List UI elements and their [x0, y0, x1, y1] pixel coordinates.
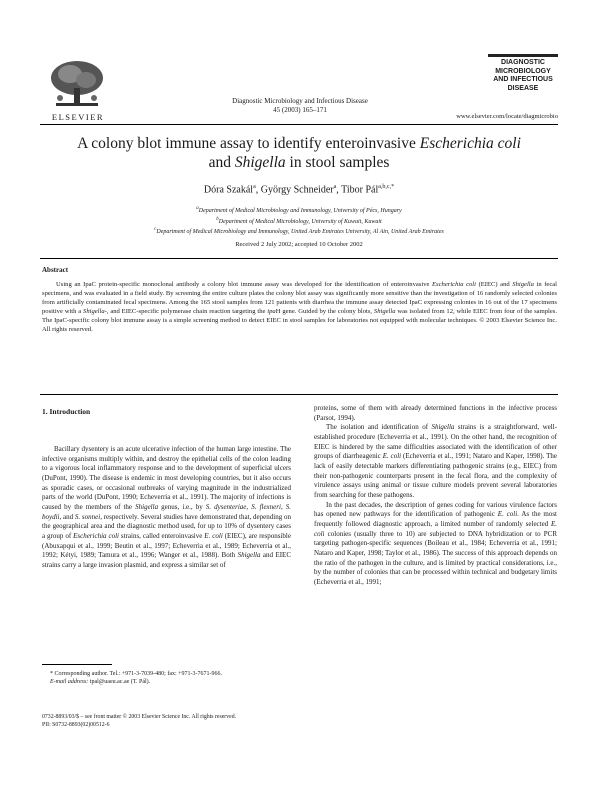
- cover-line: DIAGNOSTIC: [501, 59, 545, 66]
- abstract-divider: [40, 394, 558, 395]
- email-note: [42, 678, 292, 686]
- author-separator: ,: [255, 184, 261, 196]
- author-list: [40, 184, 558, 195]
- header-divider: [40, 124, 558, 125]
- abstract-heading: Abstract: [42, 266, 69, 274]
- email-address[interactable]: tpal@uaeu.ac.ae (T. Pál).: [88, 679, 151, 685]
- journal-website-link[interactable]: www.elsevier.com/locate/diagmicrobio: [456, 113, 558, 120]
- journal-volume: 45 (2003) 165–171: [273, 106, 327, 114]
- article-title: [40, 134, 558, 172]
- corresponding-author-note: * Corresponding author. Tel.: +971-3-7039-480; fax: +971-3-7671-966.: [50, 671, 223, 677]
- cover-line: AND INFECTIOUS: [493, 76, 553, 83]
- affiliation-mark: b: [216, 216, 219, 222]
- received-dates: Received 2 July 2002; accepted 10 October 2002: [235, 241, 363, 248]
- affiliation-text: Department of Medical Microbiology and Immunology, University of Pécs, Hungary: [198, 208, 402, 214]
- journal-citation: [150, 97, 450, 115]
- paragraph: Bacillary dysentery is an acute ulcerative infection of the human large intestine. The infective organisms multiply within, and destroy the epithelial cells of the colon leading to a vigorous local inflammatory response and to the development of superficial ulcers (DuPont, 1990). The disease is endemic in most developing countries, but it also occurs as sporadic cases, or occasional outbreaks of varying magnitude in the industrialized parts of the world (DuPont, 1990; Echeverria et al., 1991). The majority of infections is caused by the members of the Shigella genus, i.e., by S. dysenteriae, S. flexneri, S. boydii, and S. sonnei, respectively. Several studies have demonstrated that, depending on the geographical area and the diagnostic method used, for up to 10% of dysentery cases a group of Escherichia coli strains, called enteroinvasive E. coli (EIEC), are responsible (Abuxapqui et al., 1999; Beutin et al., 1997; Echeverria et al., 1989; Echeverria et al., 1992; Kétyi, 1989; Tamura et al., 1996; Wanger et al., 1988). Both Shigella and EIEC strains carry a large invasion plasmid, and express a similar set of: [42, 445, 292, 569]
- cover-line: MICROBIOLOGY: [495, 67, 551, 75]
- pii-line: PII: S0732-8893(02)00512-6: [42, 722, 110, 728]
- paragraph: In the past decades, the description of genes coding for various virulence factors has opened new pathways for the identification of pathogenic E. coli. As the most frequently followed diagnostic approach, a limited number of randomly selected E. coli colonies (usually three to 10) are subjected to DNA hybridization or to PCR targeting pathogen-specific sequences (Boileau et al., 1984; Echeverria et al., 1991; Nataro and Kaper, 1998; Taylor et al., 1986). The success of this approach depends on the ratio of the pathogen in the culture, and is limited by practical considerations, i.e., by the number of colonies that can be processed within technical and budgetary limits (Echeverria et al., 1991;: [314, 500, 558, 586]
- affiliation-mark: a: [196, 206, 199, 211]
- paragraph-continued: proteins, some of them with already determined functions in the infective process (Parsot, 1994).: [314, 404, 557, 422]
- title-text: and: [208, 154, 235, 171]
- title-text: A colony blot immune assay to identify enteroinvasive: [77, 135, 420, 152]
- affiliation: [40, 216, 558, 227]
- footnotes: [42, 670, 292, 686]
- affiliation-list: [40, 205, 558, 237]
- body-column-right: [314, 404, 557, 587]
- affiliation: [40, 205, 558, 216]
- paragraph: The isolation and identification of Shigella strains is a straightforward, well-established procedure (Echeverria et al., 1991). On the other hand, the recognition of EIEC is hindered by the same difficulties associated with the identification of other groups of diarrheagenic E. coli (Echeverria et al., 1991; Nataro and Kaper, 1998). The lack of easily detectable markers differentiating pathogenic strains (e.g., EIEC) from their non-pathogenic counterparts present in the fecal flora, and the complexity of virulence assays using animal or tissue culture models prevent several laboratories from searching for these pathogens.: [314, 423, 557, 499]
- title-italic: Shigella: [234, 154, 286, 171]
- cover-line: DISEASE: [507, 84, 539, 92]
- affiliation: [40, 226, 558, 237]
- publisher-name: ELSEVIER: [51, 112, 105, 122]
- title-italic: Escherichia coli: [419, 135, 521, 152]
- title-text: in stool samples: [285, 154, 390, 171]
- section-heading-introduction: 1. Introduction: [42, 407, 91, 416]
- abstract-text: Using an IpaC protein-specific monoclonal antibody a colony blot immune assay was developed for the identification of enteroinvasive Escherichia coli (EIEC) and Shigella in fecal specimens, and was evaluated in a field study. By screening the entire culture plates the colony blot assay was significantly more sensitive than the investigation of 16 randomly selected colonies from artificially contaminated fecal specimens. Among the 165 stool samples from 121 patients with diarrhea the immune assay detected IpaC expressing colonies in 16 out of the 17 specimens positive with a Shigella-, and EIEC-specific polymerase chain reaction targeting the ipaH gene. Guided by the colony blots, Shigella was isolated from 12, while EIEC from four of the samples. The IpaC-specific colony blot immune assay is a simple screening method to detect EIEC in stool samples for laboratories not equipped with molecular techniques. © 2003 Elsevier Science Inc. All rights reserved.: [42, 281, 558, 334]
- affiliation-mark: c: [154, 227, 157, 232]
- footnote-divider: [42, 664, 112, 665]
- author-affiliation-mark: a: [253, 184, 256, 190]
- elsevier-tree-logo: [40, 58, 114, 110]
- author-affiliation-mark: a,b,c,*: [378, 184, 395, 190]
- affiliation-text: Department of Medical Microbiology and Immunology, United Arab Emirates University, Al Ain, United Arab Emirates: [156, 229, 444, 235]
- journal-name: Diagnostic Microbiology and Infectious Disease: [232, 97, 368, 105]
- title-divider: [40, 258, 558, 259]
- affiliation-text: Department of Medical Microbiology, University of Kuwait, Kuwait: [218, 218, 382, 225]
- author-name: Dóra Szakál: [203, 184, 254, 196]
- author-separator: ,: [336, 184, 342, 196]
- journal-cover-title: [488, 54, 558, 93]
- author-name: Tibor Pál: [341, 184, 379, 196]
- imprint: [42, 713, 342, 729]
- issn-line: 0732-8893/03/$ – see front matter © 2003 Elsevier Science Inc. All rights reserved.: [42, 714, 237, 720]
- author-affiliation-mark: a: [333, 184, 337, 190]
- body-column-left: [42, 445, 291, 571]
- email-label: E-mail address:: [50, 679, 89, 685]
- author-name: György Schneider: [260, 184, 334, 196]
